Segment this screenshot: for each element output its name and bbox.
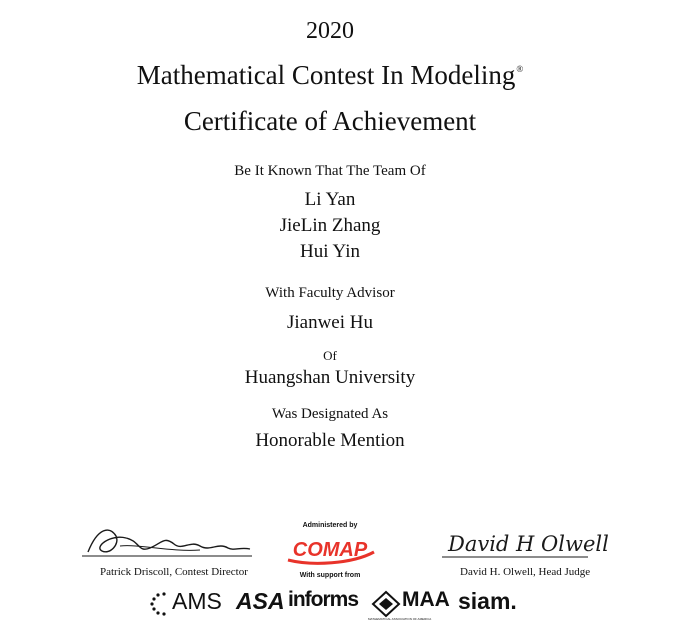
- siam-logo: siam.: [458, 588, 517, 614]
- of-label: Of: [323, 348, 337, 363]
- director-caption: Patrick Driscoll, Contest Director: [100, 566, 248, 578]
- maa-emblem-icon: [372, 591, 400, 617]
- team-member: Li Yan: [304, 189, 356, 210]
- comap-logo-text: COMAP: [292, 539, 368, 561]
- designated-label: Was Designated As: [271, 406, 389, 422]
- maa-logo: MAA: [402, 588, 450, 611]
- contest-name-line: [0, 60, 660, 91]
- judge-signature-text: David H Olwell: [448, 532, 609, 556]
- asa-logo: ASA: [236, 588, 285, 614]
- registered-mark: ®: [516, 64, 524, 74]
- ams-logo: AMS: [172, 588, 222, 614]
- informs-logo: informs: [288, 588, 359, 611]
- team-member: JieLin Zhang: [279, 215, 381, 236]
- advisor-name: Jianwei Hu: [286, 312, 373, 333]
- certificate-title: Certificate of Achievement: [183, 106, 477, 136]
- ams-emblem-icon: [150, 591, 170, 617]
- support-from-label: With support from: [299, 572, 361, 579]
- team-member: Hui Yin: [300, 241, 360, 262]
- comap-logo: [282, 530, 378, 568]
- maa-subtitle: MATHEMATICAL ASSOCIATION OF AMERICA: [368, 617, 432, 621]
- advisor-label: With Faculty Advisor: [265, 285, 395, 301]
- known-line: Be It Known That The Team Of: [234, 163, 426, 179]
- contest-name: Mathematical Contest In Modeling: [136, 60, 516, 90]
- director-signature: [80, 522, 255, 564]
- judge-caption: David H. Olwell, Head Judge: [460, 566, 591, 578]
- institution-name: Huangshan University: [244, 367, 416, 388]
- judge-signature: [440, 524, 609, 564]
- administered-by-label: Administered by: [302, 522, 358, 529]
- award-level: Honorable Mention: [255, 430, 405, 451]
- certificate-year: 2020: [306, 18, 354, 44]
